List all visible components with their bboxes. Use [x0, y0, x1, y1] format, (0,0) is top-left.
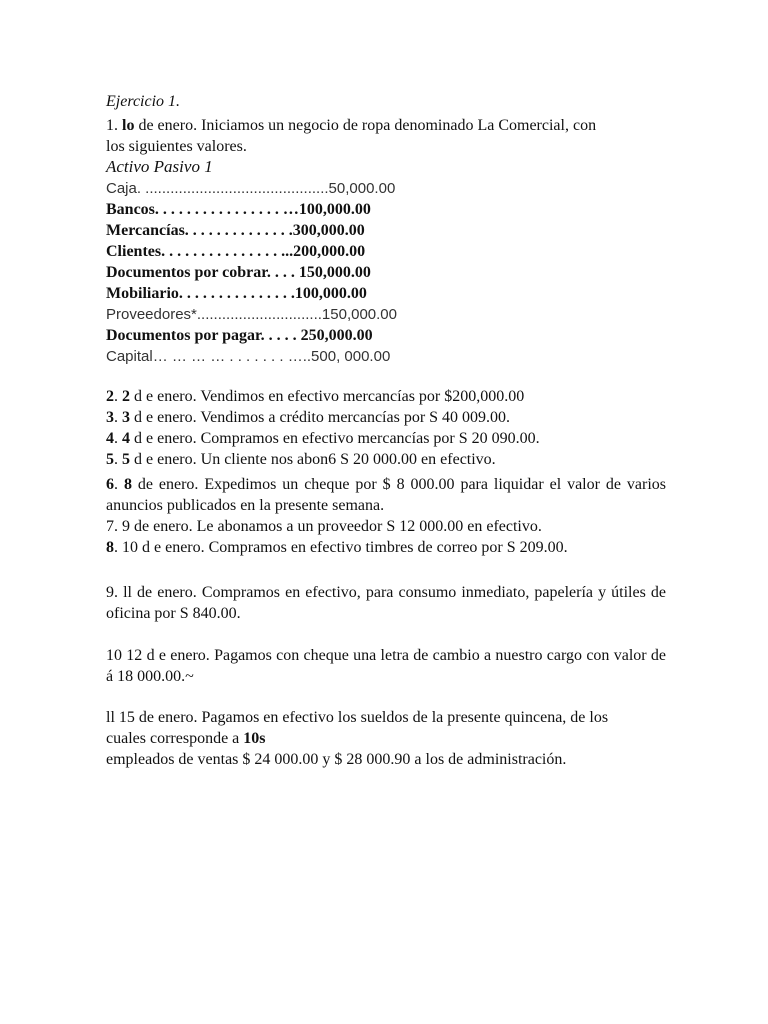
account-row: Proveedores*..............................150,000.00 [106, 306, 397, 323]
transaction-day: 2 [122, 388, 130, 405]
transaction-text: d e enero. Vendimos a crédito mercancías por S 40 009.00. [130, 409, 511, 426]
transaction-item: 3. 3 d e enero. Vendimos a crédito mercancías por S 40 009.00. [106, 409, 511, 426]
transaction-number: 4 [106, 430, 114, 447]
intro-text: de enero. Iniciamos un negocio de ropa denominado La Comercial, con [134, 117, 597, 134]
table-heading: Activo Pasivo 1 [106, 157, 213, 176]
account-row: Bancos. . . . . . . . . . . . . . . . …100,000.00 [106, 201, 371, 218]
transaction-text: de enero. Expedimos un cheque por $ 8 000.00 para liquidar el valor de varios anuncios publicados en la presente semana. [106, 476, 667, 514]
transaction-number: 2 [106, 388, 114, 405]
transaction-11-line-1: ll 15 de enero. Pagamos en efectivo los sueldos de la presente quincena, de los [106, 709, 609, 726]
intro-line-1 [106, 115, 666, 136]
transaction-text: d e enero. Compramos en efectivo mercancías por S 20 090.00. [130, 430, 540, 447]
transaction-11-text: cuales corresponde a [106, 730, 244, 747]
transaction-11-line-2 [106, 728, 666, 749]
transaction-item: 5. 5 d e enero. Un cliente nos abon6 S 20 000.00 en efectivo. [106, 451, 496, 468]
transaction-item: 6. 8 de enero. Expedimos un cheque por $ 8 000.00 para liquidar el valor de varios anuncios publicados en la presente semana. [106, 476, 667, 514]
transaction-day: 3 [122, 409, 130, 426]
account-row: Clientes. . . . . . . . . . . . . . . ...200,000.00 [106, 243, 366, 260]
transaction-item: 2. 2 d e enero. Vendimos en efectivo mercancías por $200,000.00 [106, 388, 525, 405]
intro-line-2: los siguientes valores. [106, 138, 247, 155]
transaction-day: 8 [123, 476, 132, 493]
transaction-number: 3 [106, 409, 114, 426]
account-row: Caja. ............................................50,000.00 [106, 180, 396, 197]
transaction-day: 4 [122, 430, 130, 447]
transaction-text: d e enero. Un cliente nos abon6 S 20 000.00 en efectivo. [130, 451, 496, 468]
transaction-number: 6 [106, 476, 114, 493]
transaction-item: 7. 9 de enero. Le abonamos a un proveedor S 12 000.00 en efectivo. [106, 518, 542, 535]
transaction-day: 5 [122, 451, 130, 468]
account-row: Documentos por pagar. . . . . 250,000.00 [106, 327, 373, 344]
transaction-11-bold: 10s [243, 730, 266, 747]
transaction-text: d e enero. Vendimos en efectivo mercancías por $200,000.00 [130, 388, 525, 405]
transaction-item-10: 10 12 d e enero. Pagamos con cheque una letra de cambio a nuestro cargo con valor de á 18 000.00.~ [106, 647, 666, 685]
exercise-heading: Ejercicio 1. [106, 93, 181, 110]
account-row: Documentos por cobrar. . . . 150,000.00 [106, 264, 371, 281]
accounts-list [106, 178, 666, 367]
transaction-number: 5 [106, 451, 114, 468]
intro-bold-day: lo [122, 117, 135, 134]
transaction-item: 4. 4 d e enero. Compramos en efectivo mercancías por S 20 090.00. [106, 430, 540, 447]
transaction-text: . 10 d e enero. Compramos en efectivo timbres de correo por S 209.00. [114, 539, 568, 556]
transaction-item-11 [106, 707, 666, 770]
intro-number: 1. [106, 117, 118, 134]
transaction-item-9: 9. ll de enero. Compramos en efectivo, para consumo inmediato, papelería y útiles de oficina por S 840.00. [106, 584, 666, 622]
account-row: Mobiliario. . . . . . . . . . . . . . .100,000.00 [106, 285, 367, 302]
account-row: Mercancías. . . . . . . . . . . . . .300,000.00 [106, 222, 365, 239]
transactions-list [106, 386, 666, 558]
account-row: Capital… … … … . . . . . . . …..500, 000.00 [106, 348, 391, 365]
transaction-number: 8 [106, 539, 114, 556]
transaction-11-line-3: empleados de ventas $ 24 000.00 y $ 28 000.90 a los de administración. [106, 751, 567, 768]
intro-paragraph [106, 115, 666, 157]
transaction-item [106, 537, 666, 558]
